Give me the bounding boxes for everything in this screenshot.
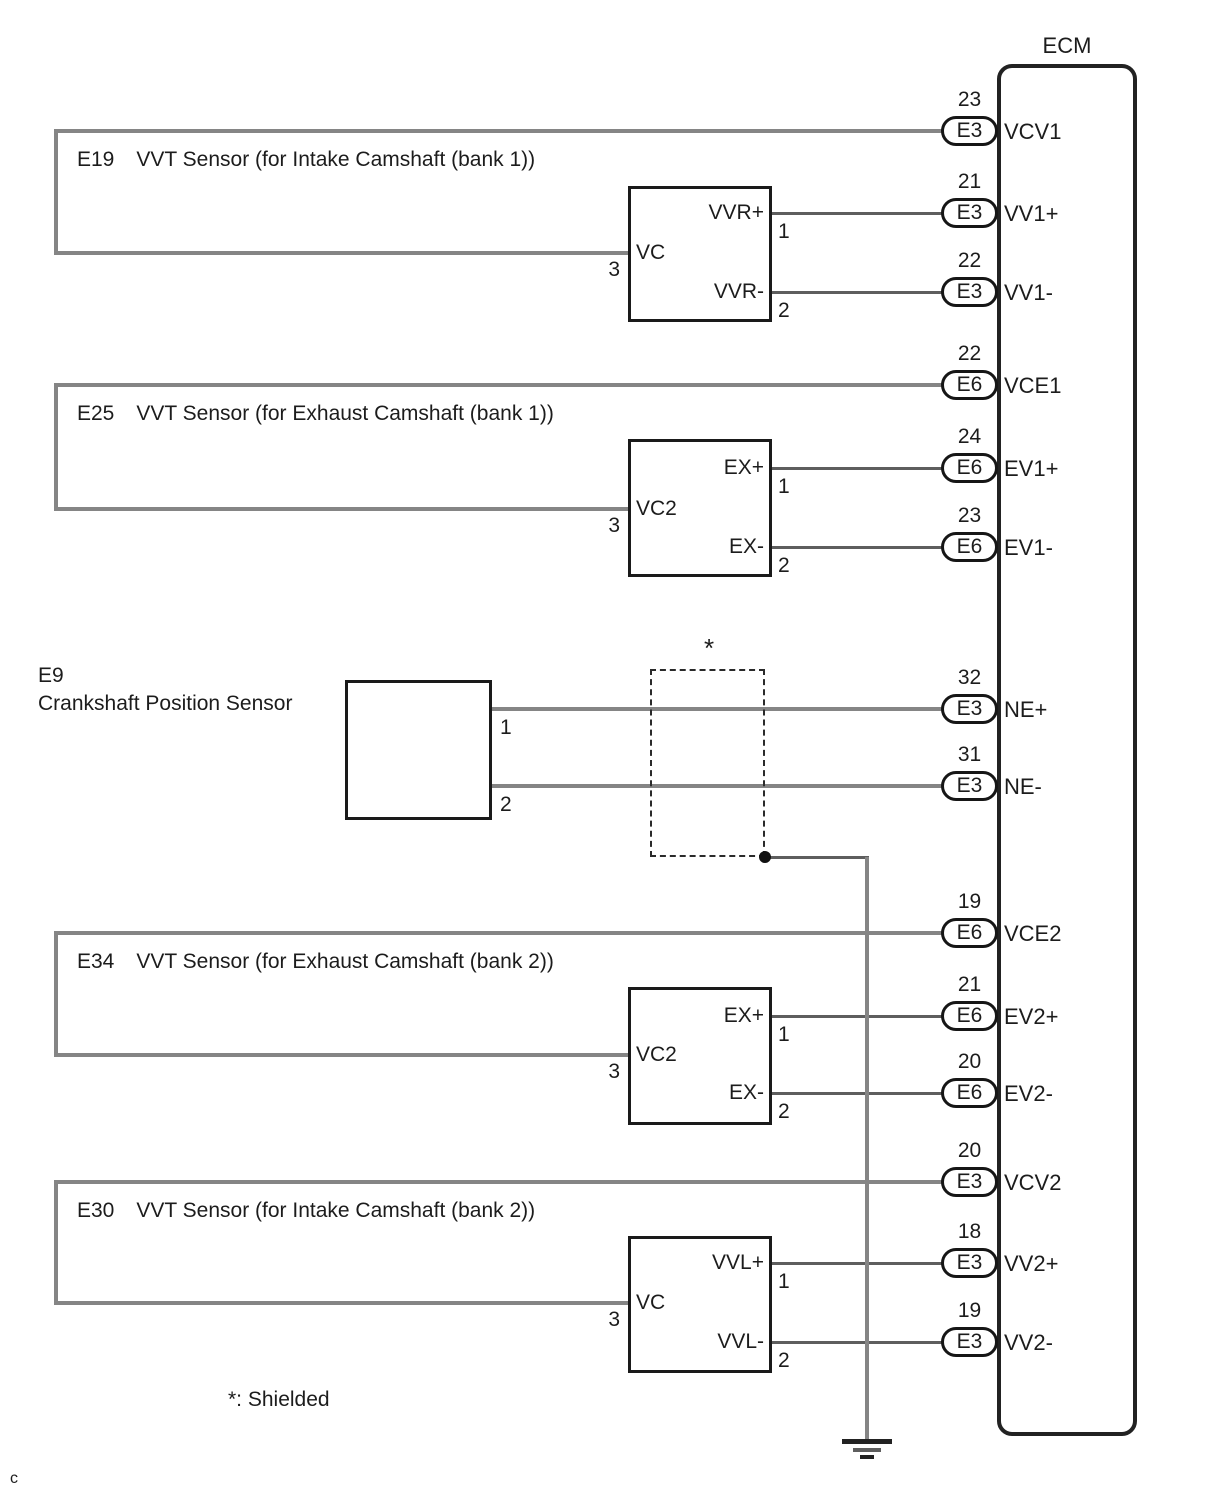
shield-asterisk: * [704,633,715,663]
vvt-e34-supply-wire-bottom [54,1053,631,1057]
vvt-e19-pin-supply: 3 [608,258,620,281]
vvt-e19-name: VVT Sensor (for Intake Camshaft (bank 1)) [136,148,536,171]
vvt-e34-minus-wire [772,1092,946,1095]
vvt-e34-supply-wire-top [54,931,946,935]
vvt-e19-pin-minus: 2 [778,299,790,322]
vvt-e30-terminal-plus-label: VVL+ [712,1251,764,1274]
ecm-connector-oval-vv1-minusplus: E3 [941,198,998,228]
crank-sensor-code: E9 [38,664,64,687]
ecm-signal-label-vce2: VCE2 [1004,921,1062,946]
vvt-e19-pin-plus: 1 [778,220,790,243]
vvt-e25-pin-supply: 3 [608,514,620,537]
ecm-signal-label-vv1-minusplus: VV1+ [1004,201,1059,226]
ecm-pin-number-ev2-minus: 20 [957,1050,982,1073]
vvt-e25-terminal-minus-label: EX- [728,535,764,558]
ecm-connector-oval-vv2-minus: E3 [941,1327,998,1357]
ecm-connector-oval-vcv2: E3 [941,1167,998,1197]
crank-pin-2: 2 [500,793,512,816]
vvt-e30-supply-wire-bottom [54,1301,631,1305]
ecm-signal-label-ev1-minus: EV1- [1004,535,1053,560]
vvt-e30-code: E30 [77,1199,115,1222]
ecm-signal-label-ne-minus: NE- [1004,774,1042,799]
vvt-e34-plus-wire [772,1015,946,1018]
vvt-e34-terminal-supply-label: VC2 [636,1043,677,1066]
ecm-pin-number-vce1: 22 [957,342,982,365]
ecm-signal-label-ne-minusplus: NE+ [1004,697,1048,722]
vvt-e30-terminal-supply-label: VC [636,1291,666,1314]
ecm-pin-number-vcv1: 23 [957,88,982,111]
ecm-connector-oval-ev1-minusplus: E6 [941,453,998,483]
shield-drain-wire-horizontal [765,856,869,859]
vvt-e25-name: VVT Sensor (for Exhaust Camshaft (bank 1)) [136,402,554,425]
ecm-connector-oval-ev2-minusplus: E6 [941,1001,998,1031]
vvt-e25-supply-wire-bottom [54,507,631,511]
ecm-connector-oval-ne-minus: E3 [941,771,998,801]
vvt-e30-plus-wire [772,1262,946,1265]
ground-symbol-bar-1 [842,1439,892,1444]
ground-symbol-bar-3 [860,1455,874,1459]
crank-sensor-name: Crankshaft Position Sensor [38,692,293,715]
vvt-e34-terminal-minus-label: EX- [728,1081,764,1104]
vvt-e25-supply-wire-left [54,383,58,511]
ecm-signal-label-vv2-minus: VV2- [1004,1330,1053,1355]
vvt-e19-supply-wire-bottom [54,251,631,255]
vvt-e34-code: E34 [77,950,115,973]
page-letter: c [10,1470,18,1487]
ecm-signal-label-vcv2: VCV2 [1004,1170,1062,1195]
vvt-e25-pin-plus: 1 [778,475,790,498]
vvt-e30-terminal-minus-label: VVL- [717,1330,764,1353]
ecm-connector-oval-vce2: E6 [941,918,998,948]
vvt-e25-terminal-plus-label: EX+ [723,456,764,479]
vvt-e25-pin-minus: 2 [778,554,790,577]
vvt-e25-terminal-supply-label: VC2 [636,497,677,520]
ecm-connector-oval-vce1: E6 [941,370,998,400]
vvt-e25-title [77,402,554,426]
crank-sensor-box [345,680,492,820]
vvt-e30-minus-wire [772,1341,946,1344]
vvt-e19-terminal-supply-label: VC [636,241,666,264]
vvt-e30-pin-minus: 2 [778,1349,790,1372]
ecm-pin-number-ev1-minusplus: 24 [957,425,982,448]
vvt-e34-supply-wire-left [54,931,58,1057]
crank-pin-1: 1 [500,716,512,739]
ecm-signal-label-vcv1: VCV1 [1004,119,1062,144]
vvt-e34-name: VVT Sensor (for Exhaust Camshaft (bank 2)) [136,950,554,973]
vvt-e19-terminal-plus-label: VVR+ [708,201,764,224]
vvt-e19-terminal-minus-label: VVR- [713,280,764,303]
vvt-e30-name: VVT Sensor (for Intake Camshaft (bank 2)) [136,1199,536,1222]
shield-dashed-box [650,669,765,857]
ecm-pin-number-ne-minus: 31 [957,743,982,766]
vvt-e34-terminal-plus-label: EX+ [723,1004,764,1027]
ecm-box [997,64,1137,1436]
ecm-pin-number-vv1-minus: 22 [957,249,982,272]
ecm-pin-number-ev2-minusplus: 21 [957,973,982,996]
ecm-signal-label-vce1: VCE1 [1004,373,1062,398]
vvt-e25-code: E25 [77,402,115,425]
ecm-pin-number-vv1-minusplus: 21 [957,170,982,193]
vvt-e19-supply-wire-top [54,129,946,133]
ecm-connector-oval-vv1-minus: E3 [941,277,998,307]
ecm-connector-oval-ev1-minus: E6 [941,532,998,562]
ecm-connector-oval-vcv1: E3 [941,116,998,146]
vvt-e19-supply-wire-left [54,129,58,255]
ecm-pin-number-ev1-minus: 23 [957,504,982,527]
vvt-e30-title [77,1199,535,1223]
ground-symbol-bar-2 [853,1448,881,1452]
ecm-signal-label-ev2-minus: EV2- [1004,1081,1053,1106]
vvt-e34-pin-minus: 2 [778,1100,790,1123]
shielded-footnote: *: Shielded [228,1388,330,1411]
vvt-e25-minus-wire [772,546,946,549]
vvt-e30-supply-wire-left [54,1180,58,1305]
ecm-pin-number-ne-minusplus: 32 [957,666,982,689]
vvt-e34-pin-supply: 3 [608,1060,620,1083]
ecm-pin-number-vv2-minus: 19 [957,1299,982,1322]
ecm-signal-label-vv2-minusplus: VV2+ [1004,1251,1059,1276]
vvt-e30-supply-wire-top [54,1180,946,1184]
vvt-e30-pin-plus: 1 [778,1270,790,1293]
vvt-e19-plus-wire [772,212,946,215]
shield-junction-dot [759,851,771,863]
ecm-pin-number-vcv2: 20 [957,1139,982,1162]
ecm-connector-oval-ne-minusplus: E3 [941,694,998,724]
ecm-pin-number-vce2: 19 [957,890,982,913]
vvt-e19-code: E19 [77,148,115,171]
ecm-signal-label-ev1-minusplus: EV1+ [1004,456,1059,481]
vvt-e30-pin-supply: 3 [608,1308,620,1331]
vvt-e25-supply-wire-top [54,383,946,387]
ecm-connector-oval-ev2-minus: E6 [941,1078,998,1108]
shield-drain-wire-vertical [865,857,869,1440]
vvt-e19-title [77,148,535,172]
vvt-e19-minus-wire [772,291,946,294]
ecm-title: ECM [1042,33,1092,58]
ecm-connector-oval-vv2-minusplus: E3 [941,1248,998,1278]
ecm-pin-number-vv2-minusplus: 18 [957,1220,982,1243]
vvt-e34-pin-plus: 1 [778,1023,790,1046]
ecm-signal-label-ev2-minusplus: EV2+ [1004,1004,1059,1029]
ecm-signal-label-vv1-minus: VV1- [1004,280,1053,305]
vvt-e25-plus-wire [772,467,946,470]
vvt-e34-title [77,950,554,974]
